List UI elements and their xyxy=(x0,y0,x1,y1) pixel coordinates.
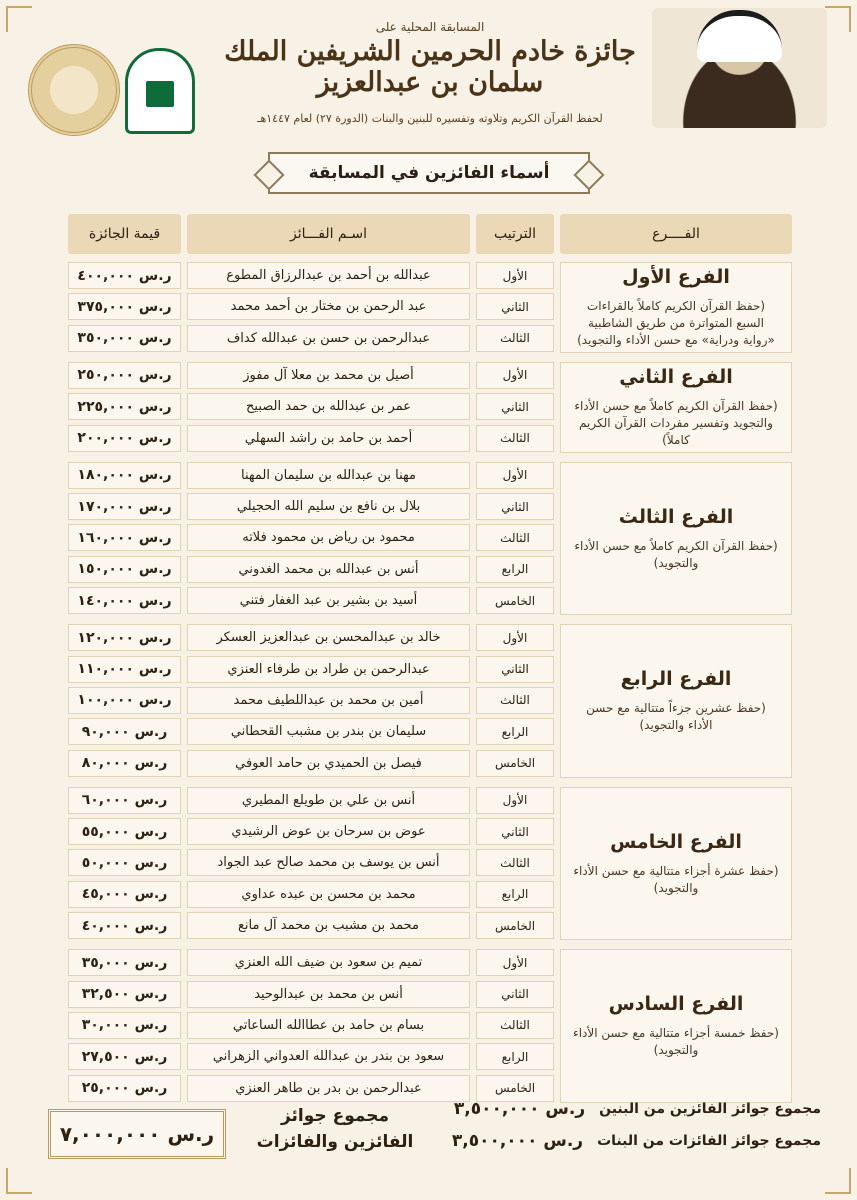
winner-prize xyxy=(68,1012,181,1039)
winner-name: تميم بن سعود بن ضيف الله العنزي xyxy=(187,949,470,976)
currency-symbol: ر.س xyxy=(134,823,168,840)
winner-name: مهنا بن عبدالله بن سليمان المهنا xyxy=(187,462,470,489)
winner-rank: الخامس xyxy=(476,912,554,939)
prize-subtitle: لحفظ القرآن الكريم وتلاوته وتفسيره للبنين والبنات (الدورة ٢٧) لعام ١٤٤٧هـ xyxy=(257,112,603,125)
winner-prize xyxy=(68,556,181,583)
prize-amount: ١٧٠,٠٠٠ xyxy=(77,498,134,515)
winner-name: بسام بن حامد بن عطاالله الساعاتي xyxy=(187,1012,470,1039)
prize-amount: ١٨٠,٠٠٠ xyxy=(77,467,134,484)
prize-amount: ١١٠,٠٠٠ xyxy=(77,661,134,678)
winner-rank: الثالث xyxy=(476,524,554,551)
winner-name: أنس بن يوسف بن محمد صالح عبد الجواد xyxy=(187,849,470,876)
header-rank: الترتيب xyxy=(476,214,554,254)
boys-total-label: مجموع جوائز الفائزين من البنين xyxy=(599,1101,821,1117)
prize-name: جائزة خادم الحرمين الشريفين الملك سلمان بن عبدالعزيز xyxy=(224,36,636,98)
ministry-logo xyxy=(125,48,195,134)
currency-symbol: ر.س xyxy=(134,792,168,809)
currency-symbol: ر.س xyxy=(134,1080,168,1096)
winner-rank: الرابع xyxy=(476,718,554,745)
winner-rank: الثالث xyxy=(476,687,554,714)
winner-prize xyxy=(68,912,181,939)
winner-name: أمين بن محمد بن عبداللطيف محمد xyxy=(187,687,470,714)
header-name: اسـم الفـــائز xyxy=(187,214,470,254)
winner-rank: الخامس xyxy=(476,1075,554,1102)
boys-total-value: ٣,٥٠٠,٠٠٠ xyxy=(453,1099,540,1119)
currency-symbol: ر.س xyxy=(138,692,172,709)
winner-rank: الأول xyxy=(476,262,554,289)
winner-prize xyxy=(68,787,181,814)
winner-prize xyxy=(68,818,181,845)
currency-symbol: ر.س xyxy=(138,661,172,678)
prize-amount: ١٤٠,٠٠٠ xyxy=(77,592,134,609)
header xyxy=(0,0,857,150)
prize-amount: ١٥٠,٠٠٠ xyxy=(77,561,134,578)
prize-amount: ٣٧٥,٠٠٠ xyxy=(77,298,134,315)
winner-name: سعود بن بندر بن عبدالله العدواني الزهراني xyxy=(187,1043,470,1070)
winner-rank: الثالث xyxy=(476,1012,554,1039)
branch-name: الفرع السادس xyxy=(608,993,744,1016)
currency-symbol: ر.س xyxy=(134,886,168,903)
currency-symbol: ر.س xyxy=(138,267,172,284)
currency-symbol: ر.س xyxy=(134,1048,168,1065)
winner-prize xyxy=(68,587,181,614)
winner-rank: الثاني xyxy=(476,818,554,845)
prize-amount: ٢٥,٠٠٠ xyxy=(81,1080,130,1096)
page-title: أسماء الفائزين في المسابقة xyxy=(308,163,550,183)
branch-cell xyxy=(560,949,792,1103)
branch-name: الفرع الرابع xyxy=(620,668,732,691)
winner-rank: الثاني xyxy=(476,293,554,320)
branch-cell xyxy=(560,787,792,941)
currency-symbol: ر.س xyxy=(138,561,172,578)
currency-symbol: ر.س xyxy=(138,367,172,384)
currency-symbol: ر.س xyxy=(545,1099,586,1119)
winner-name: أنس بن علي بن طويلع المطيري xyxy=(187,787,470,814)
prize-amount: ٣٢,٥٠٠ xyxy=(81,986,130,1003)
winner-prize xyxy=(68,462,181,489)
winner-name: خالد بن عبدالمحسن بن عبدالعزيز العسكر xyxy=(187,624,470,651)
prize-amount: ٥٥,٠٠٠ xyxy=(81,823,130,840)
branch-name: الفرع الثالث xyxy=(618,505,734,528)
prize-amount: ٩٠,٠٠٠ xyxy=(81,723,130,740)
branch-description: (حفظ عشرين جزءاً متتالية مع حسن الأداء والتجويد) xyxy=(586,701,766,733)
winner-prize xyxy=(68,981,181,1008)
currency-symbol: ر.س xyxy=(138,430,172,446)
winner-prize xyxy=(68,325,181,352)
boys-total-amount xyxy=(454,1099,585,1119)
winner-prize xyxy=(68,849,181,876)
branch-name: الفرع الخامس xyxy=(610,830,742,853)
winner-rank: الثاني xyxy=(476,393,554,420)
branch-description: (حفظ عشرة أجزاء متتالية مع حسن الأداء والتجويد) xyxy=(573,863,779,895)
winner-rank: الثالث xyxy=(476,325,554,352)
winner-name: بلال بن نافع بن سليم الله الحجيلي xyxy=(187,493,470,520)
winner-rank: الرابع xyxy=(476,1043,554,1070)
prize-amount: ٣٥٠,٠٠٠ xyxy=(77,330,134,347)
winner-rank: الثالث xyxy=(476,849,554,876)
currency-symbol: ر.س xyxy=(134,917,168,934)
prize-amount: ٢٥٠,٠٠٠ xyxy=(77,367,134,384)
currency-symbol: ر.س xyxy=(134,723,168,740)
prize-amount: ٣٥,٠٠٠ xyxy=(81,954,130,971)
currency-symbol: ر.س xyxy=(167,1122,215,1146)
prize-amount: ٢٢٥,٠٠٠ xyxy=(77,398,134,415)
currency-symbol: ر.س xyxy=(138,629,172,646)
winner-prize xyxy=(68,949,181,976)
winner-prize xyxy=(68,687,181,714)
prize-amount: ٣٠,٠٠٠ xyxy=(81,1017,130,1034)
winner-name: أنس بن محمد بن عبدالوحيد xyxy=(187,981,470,1008)
winner-rank: الأول xyxy=(476,362,554,389)
king-portrait xyxy=(652,8,827,128)
title-banner xyxy=(268,152,590,194)
currency-symbol: ر.س xyxy=(543,1131,584,1151)
winner-rank: الرابع xyxy=(476,881,554,908)
winner-rank: الثاني xyxy=(476,981,554,1008)
branch-description: (حفظ القرآن الكريم كاملاً مع حسن الأداء والتجويد) xyxy=(574,538,778,570)
currency-symbol: ر.س xyxy=(138,498,172,515)
currency-symbol: ر.س xyxy=(138,398,172,415)
winner-name: أصيل بن محمد بن معلا آل مفوز xyxy=(187,362,470,389)
branch-cell xyxy=(560,262,792,353)
winner-rank: الثاني xyxy=(476,656,554,683)
grand-total-box xyxy=(48,1109,226,1159)
winner-prize xyxy=(68,524,181,551)
winner-prize xyxy=(68,493,181,520)
prize-top-line: المسابقة المحلية على xyxy=(375,20,485,34)
winner-name: أنس بن عبدالله بن محمد الغدوني xyxy=(187,556,470,583)
girls-total xyxy=(452,1131,821,1151)
prize-amount: ٨٠,٠٠٠ xyxy=(81,755,130,771)
prize-seal-logo xyxy=(28,44,120,136)
winner-name: أسيد بن بشير بن عبد الغفار فتني xyxy=(187,587,470,614)
winner-rank: الأول xyxy=(476,949,554,976)
currency-symbol: ر.س xyxy=(134,986,168,1003)
winner-name: عبدالرحمن بن طراد بن طرفاء العنزي xyxy=(187,656,470,683)
winner-name: عبدالله بن أحمد بن عبدالرزاق المطوع xyxy=(187,262,470,289)
currency-symbol: ر.س xyxy=(134,854,168,871)
branch-description: (حفظ القرآن الكريم كاملاً بالقراءات السبع المتواترة من طريق الشاطبية «رواية ودراية» مع حسن الأداء والتجويد) xyxy=(577,298,775,347)
branch-cell xyxy=(560,362,792,453)
currency-symbol: ر.س xyxy=(134,755,168,771)
winner-prize xyxy=(68,881,181,908)
winner-name: عمر بن عبدالله بن حمد الصبيح xyxy=(187,393,470,420)
totals-section xyxy=(0,1095,857,1185)
winner-name: عبد الرحمن بن مختار بن أحمد محمد xyxy=(187,293,470,320)
branch-name: الفرع الثاني xyxy=(619,365,733,388)
winner-rank: الخامس xyxy=(476,750,554,777)
currency-symbol: ر.س xyxy=(134,1017,168,1034)
currency-symbol: ر.س xyxy=(138,592,172,609)
winner-rank: الأول xyxy=(476,624,554,651)
winner-name: أحمد بن حامد بن راشد السهلي xyxy=(187,425,470,452)
winner-rank: الرابع xyxy=(476,556,554,583)
winner-name: سليمان بن بندر بن مشبب القحطاني xyxy=(187,718,470,745)
prize-amount: ٤٠٠,٠٠٠ xyxy=(77,267,134,284)
currency-symbol: ر.س xyxy=(138,298,172,315)
girls-total-label: مجموع جوائز الفائزات من البنات xyxy=(597,1133,821,1149)
prize-amount: ١٢٠,٠٠٠ xyxy=(77,629,134,646)
prize-amount: ٤٠,٠٠٠ xyxy=(81,917,130,934)
winner-name: فيصل بن الحميدي بن حامد العوفي xyxy=(187,750,470,777)
grand-total-label: مجموع جوائز الفائزين والفائزات xyxy=(256,1106,414,1152)
winner-prize xyxy=(68,293,181,320)
winner-name: عوض بن سرحان بن عوض الرشيدي xyxy=(187,818,470,845)
winner-prize xyxy=(68,393,181,420)
currency-symbol: ر.س xyxy=(138,467,172,484)
prize-amount: ١٠٠,٠٠٠ xyxy=(77,692,134,709)
winner-prize xyxy=(68,362,181,389)
winner-rank: الثالث xyxy=(476,425,554,452)
winner-name: محمد بن محسن بن عبده عداوي xyxy=(187,881,470,908)
branch-cell xyxy=(560,624,792,778)
boys-total xyxy=(454,1099,821,1119)
prize-amount: ٢٠٠,٠٠٠ xyxy=(77,430,134,446)
currency-symbol: ر.س xyxy=(134,954,168,971)
winner-prize xyxy=(68,624,181,651)
winner-name: محمود بن رياض بن محمود فلاته xyxy=(187,524,470,551)
prize-amount: ٢٧,٥٠٠ xyxy=(81,1048,130,1065)
prize-amount: ٦٠,٠٠٠ xyxy=(81,792,130,809)
winner-rank: الأول xyxy=(476,787,554,814)
winner-prize xyxy=(68,262,181,289)
header-branch: الفــــرع xyxy=(560,214,792,254)
girls-total-value: ٣,٥٠٠,٠٠٠ xyxy=(451,1131,538,1151)
prize-amount: ١٦٠,٠٠٠ xyxy=(77,529,134,546)
prize-amount: ٤٥,٠٠٠ xyxy=(81,886,130,903)
winner-prize xyxy=(68,1043,181,1070)
winner-name: عبدالرحمن بن حسن بن عبدالله كداف xyxy=(187,325,470,352)
header-prize: قيمة الجائزة xyxy=(68,214,181,254)
winner-prize xyxy=(68,425,181,452)
branch-description: (حفظ القرآن الكريم كاملاً مع حسن الأداء والتجويد وتفسير مفردات القرآن الكريم كاملاً) xyxy=(574,398,778,447)
winner-name: محمد بن مشبب بن محمد آل مانع xyxy=(187,912,470,939)
winner-prize xyxy=(68,718,181,745)
branch-name: الفرع الأول xyxy=(622,265,730,288)
winner-name: عبدالرحمن بن بدر بن طاهر العنزي xyxy=(187,1075,470,1102)
prize-amount: ٥٠,٠٠٠ xyxy=(81,854,130,871)
winner-prize xyxy=(68,656,181,683)
winner-rank: الثاني xyxy=(476,493,554,520)
branch-cell xyxy=(560,462,792,616)
grand-total-value: ٧,٠٠٠,٠٠٠ xyxy=(59,1122,161,1146)
winner-rank: الأول xyxy=(476,462,554,489)
winner-rank: الخامس xyxy=(476,587,554,614)
currency-symbol: ر.س xyxy=(138,330,172,347)
currency-symbol: ر.س xyxy=(138,529,172,546)
branch-description: (حفظ خمسة أجزاء متتالية مع حسن الأداء والتجويد) xyxy=(573,1026,779,1058)
winner-prize xyxy=(68,750,181,777)
girls-total-amount xyxy=(452,1131,583,1151)
